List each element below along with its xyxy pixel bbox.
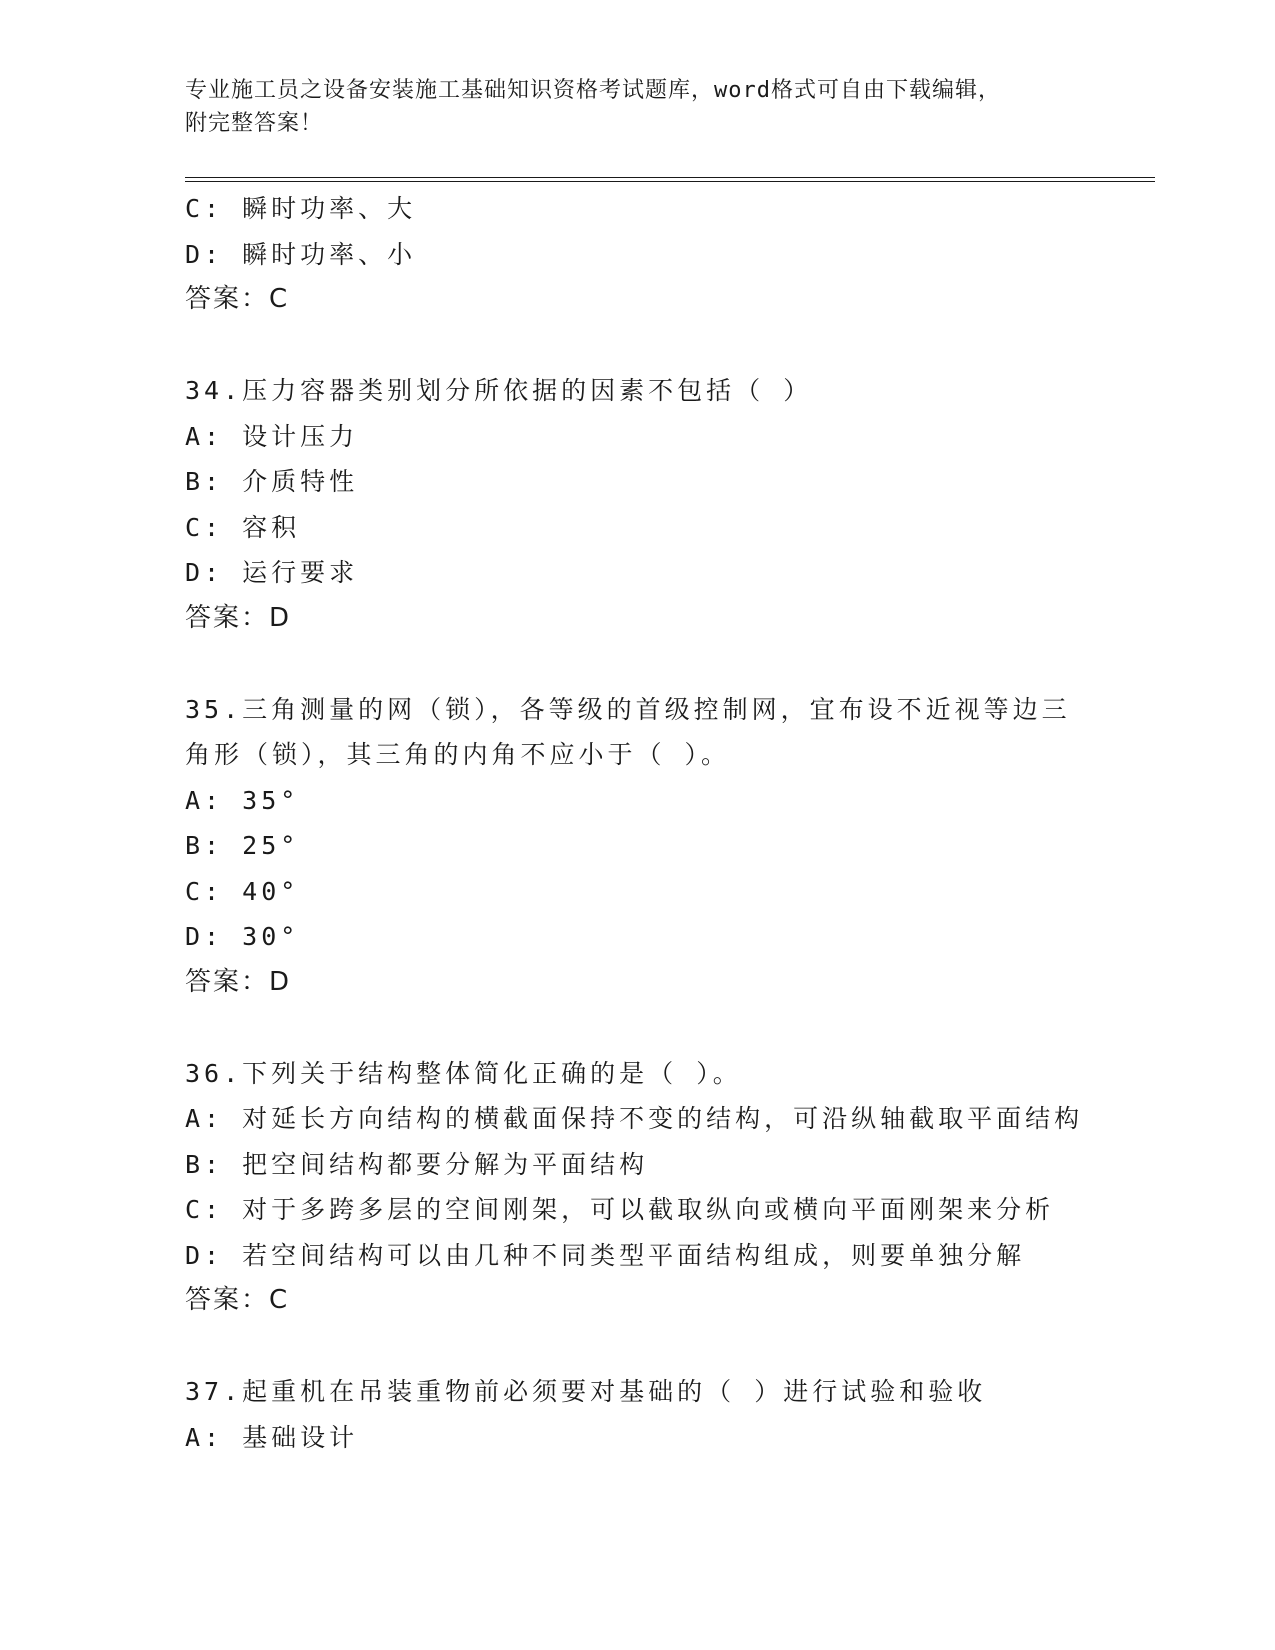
question-list: [185, 186, 1155, 1460]
question-33-continued: [185, 186, 1155, 323]
question-text: 37.起重机在吊装重物前必须要对基础的（ ）进行试验和验收: [185, 1377, 987, 1406]
spacer: [185, 323, 1155, 369]
option-b: B: 介质特性: [185, 467, 359, 496]
option-a: A: 设计压力: [185, 421, 359, 451]
option-a: A: 35°: [185, 785, 300, 815]
option-a: A: 基础设计: [185, 1422, 359, 1452]
question-34: [185, 368, 1155, 641]
answer-label: 答案：D: [185, 966, 292, 997]
question-text-line-2: 角形（锁），其三角的内角不应小于（ ）。: [185, 740, 731, 769]
spacer: [185, 1324, 1155, 1370]
document-page: [185, 0, 1155, 1650]
answer-label: 答案：C: [185, 284, 290, 314]
option-a: A: 对延长方向结构的横截面保持不变的结构，可沿纵轴截取平面结构: [185, 1104, 1084, 1133]
answer-label: 答案：D: [185, 602, 292, 633]
option-b: B: 25°: [185, 831, 300, 860]
option-b: B: 把空间结构都要分解为平面结构: [185, 1149, 649, 1179]
option-c: C: 容积: [185, 512, 301, 542]
question-text-line-1: 35.三角测量的网（锁），各等级的首级控制网，宜布设不近视等边三: [185, 694, 1071, 724]
option-d: D: 运行要求: [185, 558, 359, 587]
question-text: 34.压力容器类别划分所依据的因素不包括（ ）: [185, 376, 813, 405]
spacer: [185, 1005, 1155, 1051]
header-divider: [185, 177, 1155, 182]
answer-label: 答案：C: [185, 1285, 290, 1315]
spacer: [185, 641, 1155, 687]
option-c: C: 瞬时功率、大: [185, 194, 417, 223]
option-d: D: 瞬时功率、小: [185, 239, 417, 269]
option-d: D: 30°: [185, 922, 300, 951]
question-37: [185, 1369, 1155, 1460]
header-line-2: 附完整答案！: [185, 111, 324, 136]
option-d: D: 若空间结构可以由几种不同类型平面结构组成，则要单独分解: [185, 1240, 1026, 1270]
header-line-1: 专业施工员之设备安装施工基础知识资格考试题库，word格式可自由下载编辑，: [185, 78, 1001, 103]
question-36: [185, 1051, 1155, 1324]
option-c: C: 对于多跨多层的空间刚架，可以截取纵向或横向平面刚架来分析: [185, 1195, 1055, 1224]
document-header: [185, 74, 1085, 140]
option-c: C: 40°: [185, 876, 300, 906]
question-35: [185, 687, 1155, 1006]
question-text: 36.下列关于结构整体简化正确的是（ ）。: [185, 1058, 742, 1088]
